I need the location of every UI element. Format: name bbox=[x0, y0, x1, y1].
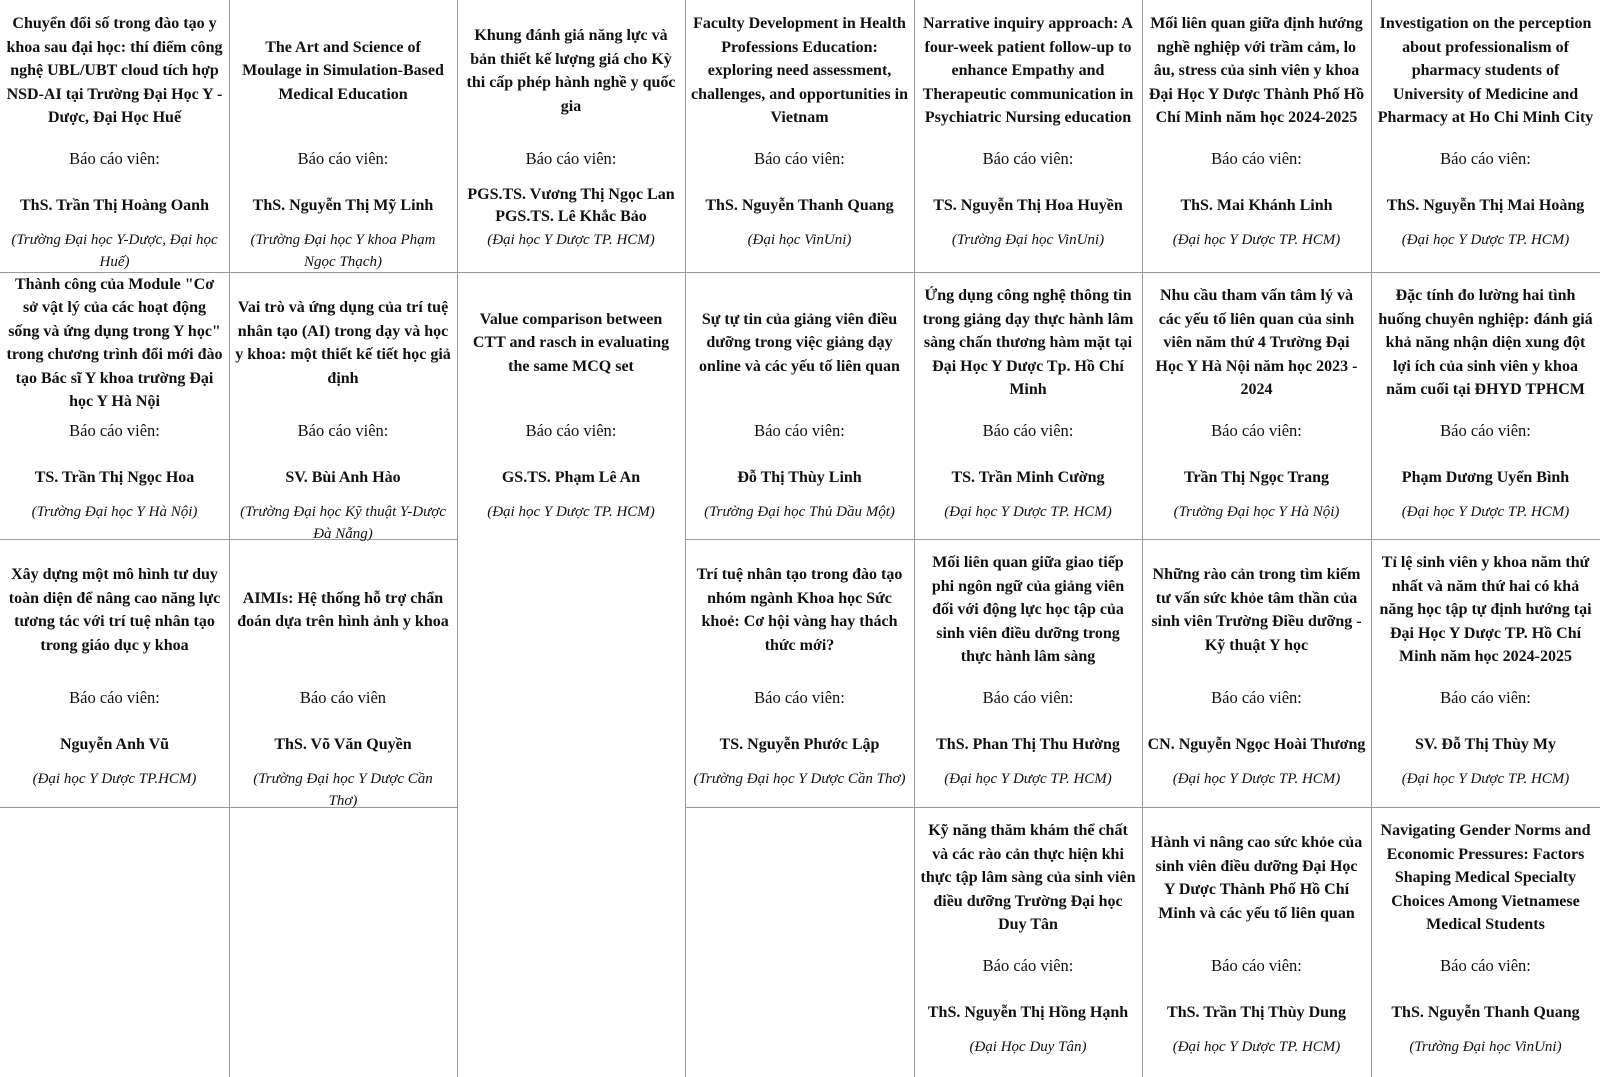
presenter-label: Báo cáo viên: bbox=[69, 421, 160, 440]
presentation-title: Kỹ năng thăm khám thể chất và các rào cản thực hiện khi thực tập lâm sàng của sinh viên điều dưỡng Trường Đại học Duy Tân bbox=[920, 822, 1136, 934]
presentation-card bbox=[914, 807, 1142, 1077]
presenter-affiliation: (Trường Đại học Thủ Dầu Một) bbox=[704, 504, 895, 520]
presentation-card bbox=[1142, 0, 1371, 272]
presenter-affiliation: (Trường Đại học Y Hà Nội) bbox=[31, 504, 198, 520]
presentation-card bbox=[457, 0, 685, 272]
presentation-card bbox=[229, 0, 457, 272]
presentation-card bbox=[685, 272, 914, 539]
presenter-affiliation: (Trường Đại học Y-Dược, Đại học Huế) bbox=[11, 232, 218, 270]
presenter-label: Báo cáo viên: bbox=[525, 149, 617, 168]
presenter-affiliation: (Đại học Y Dược TP. HCM) bbox=[487, 232, 655, 248]
empty-cell bbox=[685, 807, 914, 1077]
presentation-title: Mối liên quan giữa định hướng nghề nghiệp với trầm cảm, lo âu, stress của sinh viên y khoa Đại Học Y Dược Thành Phố Hồ Chí Minh năm học 2024-2025 bbox=[1148, 15, 1365, 127]
presenter-name: ThS. Nguyễn Thanh Quang bbox=[705, 197, 894, 214]
presenter-name: ThS. Trần Thị Thùy Dung bbox=[1167, 1004, 1346, 1021]
presenter-label: Báo cáo viên: bbox=[1440, 149, 1531, 168]
presenter-label: Báo cáo viên: bbox=[754, 688, 845, 707]
presenter-name: ThS. Trần Thị Hoàng Oanh bbox=[20, 197, 209, 214]
presenter-name: PGS.TS. Vương Thị Ngọc Lan PGS.TS. Lê Khắc Bảo bbox=[467, 186, 675, 225]
presenter-name: ThS. Võ Văn Quyền bbox=[274, 736, 412, 753]
presentation-card bbox=[1142, 807, 1371, 1077]
presentation-card bbox=[685, 539, 914, 807]
presentation-card bbox=[229, 272, 457, 542]
presentation-card bbox=[457, 272, 685, 539]
presenter-name: ThS. Nguyễn Thị Hồng Hạnh bbox=[927, 1004, 1129, 1021]
presenter-name: SV. Đỗ Thị Thùy My bbox=[1415, 736, 1556, 753]
presenter-label: Báo cáo viên: bbox=[982, 688, 1074, 707]
presenter-affiliation: (Trường Đại học Kỹ thuật Y-Dược Đà Nẵng) bbox=[240, 504, 446, 542]
presenter-label: Báo cáo viên: bbox=[1440, 956, 1531, 975]
presenter-affiliation: (Trường Đại học Y khoa Phạm Ngọc Thạch) bbox=[250, 232, 436, 270]
presenter-label: Báo cáo viên: bbox=[982, 421, 1074, 440]
presenter-name: ThS. Nguyễn Thị Mai Hoàng bbox=[1386, 197, 1585, 214]
presenter-name: ThS. Phan Thị Thu Hường bbox=[936, 736, 1120, 753]
presenter-name: Phạm Dương Uyển Bình bbox=[1401, 469, 1570, 486]
presenter-name: SV. Bùi Anh Hào bbox=[285, 469, 401, 486]
presentation-title: Đặc tính đo lường hai tình huống chuyên nghiệp: đánh giá khả năng nhận diện xung đột lợi ích của sinh viên y khoa năm cuối tại ĐHYD TPHCM bbox=[1378, 287, 1593, 399]
presenter-label: Báo cáo viên: bbox=[297, 149, 389, 168]
presentation-title: Sự tự tin của giảng viên điều dưỡng trong việc giảng dạy online và các yếu tố liên quan bbox=[699, 310, 900, 375]
presenter-affiliation: (Trường Đại học Y Dược Cần Thơ) bbox=[253, 771, 433, 809]
presentation-title: Value comparison between CTT and rasch in evaluating the same MCQ set bbox=[472, 310, 670, 375]
presentation-title: Vai trò và ứng dụng của trí tuệ nhân tạo (AI) trong dạy và học y khoa: một thiết kế tiết học giả định bbox=[235, 299, 451, 387]
presentation-title: Mối liên quan giữa giao tiếp phi ngôn ngữ của giảng viên đối với động lực học tập của sinh viên điều dưỡng trong thực hành lâm sàng bbox=[931, 554, 1125, 666]
presenter-label: Báo cáo viên: bbox=[982, 149, 1074, 168]
presenter-affiliation: (Trường Đại học VinUni) bbox=[951, 232, 1105, 248]
presentation-title: Khung đánh giá năng lực và bản thiết kế lượng giá cho Kỳ thi cấp phép hành nghề y quốc gia bbox=[466, 27, 676, 115]
presentation-card bbox=[1371, 539, 1600, 807]
presenter-name: ThS. Mai Khánh Linh bbox=[1180, 197, 1333, 214]
presenter-name: ThS. Nguyễn Thị Mỹ Linh bbox=[252, 197, 434, 214]
presentation-title: Investigation on the perception about professionalism of pharmacy students of University of Medicine and Pharmacy at Ho Chi Minh City bbox=[1377, 15, 1594, 127]
presentation-card bbox=[685, 0, 914, 272]
presentation-card bbox=[1371, 807, 1600, 1077]
presenter-label: Báo cáo viên: bbox=[1211, 149, 1302, 168]
presenter-affiliation: (Đại học Y Dược TP. HCM) bbox=[1172, 232, 1341, 248]
presenter-name: CN. Nguyễn Ngọc Hoài Thương bbox=[1147, 736, 1366, 753]
presentation-card bbox=[1142, 272, 1371, 539]
presenter-affiliation: (Trường Đại học Y Dược Cần Thơ) bbox=[693, 771, 906, 787]
presentation-card bbox=[229, 539, 457, 807]
presentation-card bbox=[1142, 539, 1371, 807]
presenter-label: Báo cáo viên: bbox=[1440, 421, 1531, 440]
presenter-label: Báo cáo viên: bbox=[1211, 956, 1302, 975]
presentation-card bbox=[1371, 272, 1600, 539]
presenter-name: ThS. Nguyễn Thanh Quang bbox=[1391, 1004, 1580, 1021]
presenter-label: Báo cáo viên: bbox=[525, 421, 617, 440]
presentation-title: Thành công của Module "Cơ sở vật lý của các hoạt động sống và ứng dụng trong Y học" trong chương trình đổi mới đào tạo Bác sĩ Y khoa trường Đại học Y Hà Nội bbox=[6, 275, 223, 410]
presenter-name: TS. Trần Minh Cường bbox=[951, 469, 1105, 486]
presenter-label: Báo cáo viên: bbox=[1211, 421, 1302, 440]
presentation-title: Faculty Development in Health Professions Education: exploring need assessment, challenges, and opportunities in Vietnam bbox=[691, 15, 908, 127]
presenter-label: Báo cáo viên: bbox=[1211, 688, 1302, 707]
presentation-title: Ứng dụng công nghệ thông tin trong giảng dạy thực hành lâm sàng chấn thương hàm mặt tại Đại Học Y Dược Tp. Hồ Chí Minh bbox=[922, 287, 1134, 399]
presentation-card bbox=[914, 0, 1142, 272]
presenter-label: Báo cáo viên: bbox=[982, 956, 1074, 975]
presenter-affiliation: (Đại học Y Dược TP. HCM) bbox=[944, 771, 1112, 787]
presenter-affiliation: (Đại học Y Dược TP. HCM) bbox=[1172, 771, 1341, 787]
presentation-card bbox=[914, 539, 1142, 807]
presentation-card bbox=[914, 272, 1142, 539]
presenter-affiliation: (Đại học Y Dược TP.HCM) bbox=[32, 771, 197, 787]
presenter-name: GS.TS. Phạm Lê An bbox=[501, 469, 641, 486]
presentation-title: Navigating Gender Norms and Economic Pressures: Factors Shaping Medical Specialty Choices Among Vietnamese Medical Students bbox=[1380, 822, 1591, 934]
presenter-affiliation: (Đại học Y Dược TP. HCM) bbox=[1401, 771, 1570, 787]
presenter-name: Nguyễn Anh Vũ bbox=[59, 736, 170, 753]
presenter-affiliation: (Trường Đại học VinUni) bbox=[1409, 1039, 1562, 1055]
presentation-title: Xây dựng một mô hình tư duy toàn diện để nâng cao năng lực tương tác với trí tuệ nhân tạo trong giáo dục y khoa bbox=[8, 566, 221, 654]
empty-cell bbox=[0, 807, 229, 1077]
presenter-label: Báo cáo viên bbox=[299, 688, 387, 707]
presentation-title: Narrative inquiry approach: A four-week patient follow-up to enhance Empathy and Therapeutic communication in Psychiatric Nursing education bbox=[922, 15, 1134, 127]
presentation-title: Tỉ lệ sinh viên y khoa năm thứ nhất và năm thứ hai có khả năng học tập tự định hướng tại Đại Học Y Dược TP. Hồ Chí Minh năm học 2024-2025 bbox=[1379, 554, 1592, 666]
empty-cell bbox=[457, 539, 685, 1077]
presenter-name: Đỗ Thị Thùy Linh bbox=[737, 469, 862, 486]
presenter-affiliation: (Đại học VinUni) bbox=[747, 232, 852, 248]
presenter-affiliation: (Đại Học Duy Tân) bbox=[969, 1039, 1087, 1055]
presenter-name: Trần Thị Ngọc Trang bbox=[1183, 469, 1330, 486]
presentation-title: Hành vi nâng cao sức khỏe của sinh viên điều dưỡng Đại Học Y Dược Thành Phố Hồ Chí Minh và các yếu tố liên quan bbox=[1150, 834, 1363, 922]
presenter-affiliation: (Trường Đại học Y Hà Nội) bbox=[1173, 504, 1340, 520]
presenter-affiliation: (Đại học Y Dược TP. HCM) bbox=[1401, 504, 1570, 520]
presentation-title: The Art and Science of Moulage in Simulation-Based Medical Education bbox=[242, 38, 444, 103]
presentation-card bbox=[0, 539, 229, 807]
presenter-affiliation: (Đại học Y Dược TP. HCM) bbox=[1172, 1039, 1341, 1055]
presenter-name: TS. Nguyễn Phước Lập bbox=[719, 736, 880, 753]
presenter-label: Báo cáo viên: bbox=[297, 421, 389, 440]
presentation-title: AIMIs: Hệ thống hỗ trợ chẩn đoán dựa trên hình ảnh y khoa bbox=[237, 589, 449, 630]
presentation-card bbox=[0, 272, 229, 539]
presentation-title: Chuyển đổi số trong đào tạo y khoa sau đại học: thí điểm công nghệ UBL/UBT cloud tích hợp NSD-AI tại Trường Đại Học Y - Dược, Đại Học Huế bbox=[6, 15, 223, 127]
presenter-label: Báo cáo viên: bbox=[69, 688, 160, 707]
presentation-card bbox=[1371, 0, 1600, 272]
presentation-title: Những rào cản trong tìm kiếm tư vấn sức khỏe tâm thần của sinh viên Trường Điều dưỡng - Kỹ thuật Y học bbox=[1151, 566, 1362, 654]
presenter-affiliation: (Đại học Y Dược TP. HCM) bbox=[1401, 232, 1570, 248]
empty-cell bbox=[229, 807, 457, 1077]
presenter-affiliation: (Đại học Y Dược TP. HCM) bbox=[944, 504, 1112, 520]
presenter-affiliation: (Đại học Y Dược TP. HCM) bbox=[487, 504, 655, 520]
presenter-label: Báo cáo viên: bbox=[754, 149, 845, 168]
presenter-name: TS. Trần Thị Ngọc Hoa bbox=[34, 469, 195, 486]
presenter-label: Báo cáo viên: bbox=[69, 149, 160, 168]
presentation-card bbox=[0, 0, 229, 272]
presenter-label: Báo cáo viên: bbox=[1440, 688, 1531, 707]
presentation-title: Trí tuệ nhân tạo trong đào tạo nhóm ngành Khoa học Sức khoẻ: Cơ hội vàng hay thách thức mới? bbox=[696, 566, 903, 654]
presenter-label: Báo cáo viên: bbox=[754, 421, 845, 440]
presentation-title: Nhu cầu tham vấn tâm lý và các yếu tố liên quan của sinh viên năm thứ 4 Trường Đại Học Y Hà Nội năm học 2023 - 2024 bbox=[1155, 287, 1358, 399]
presenter-name: TS. Nguyễn Thị Hoa Huyền bbox=[933, 197, 1123, 214]
